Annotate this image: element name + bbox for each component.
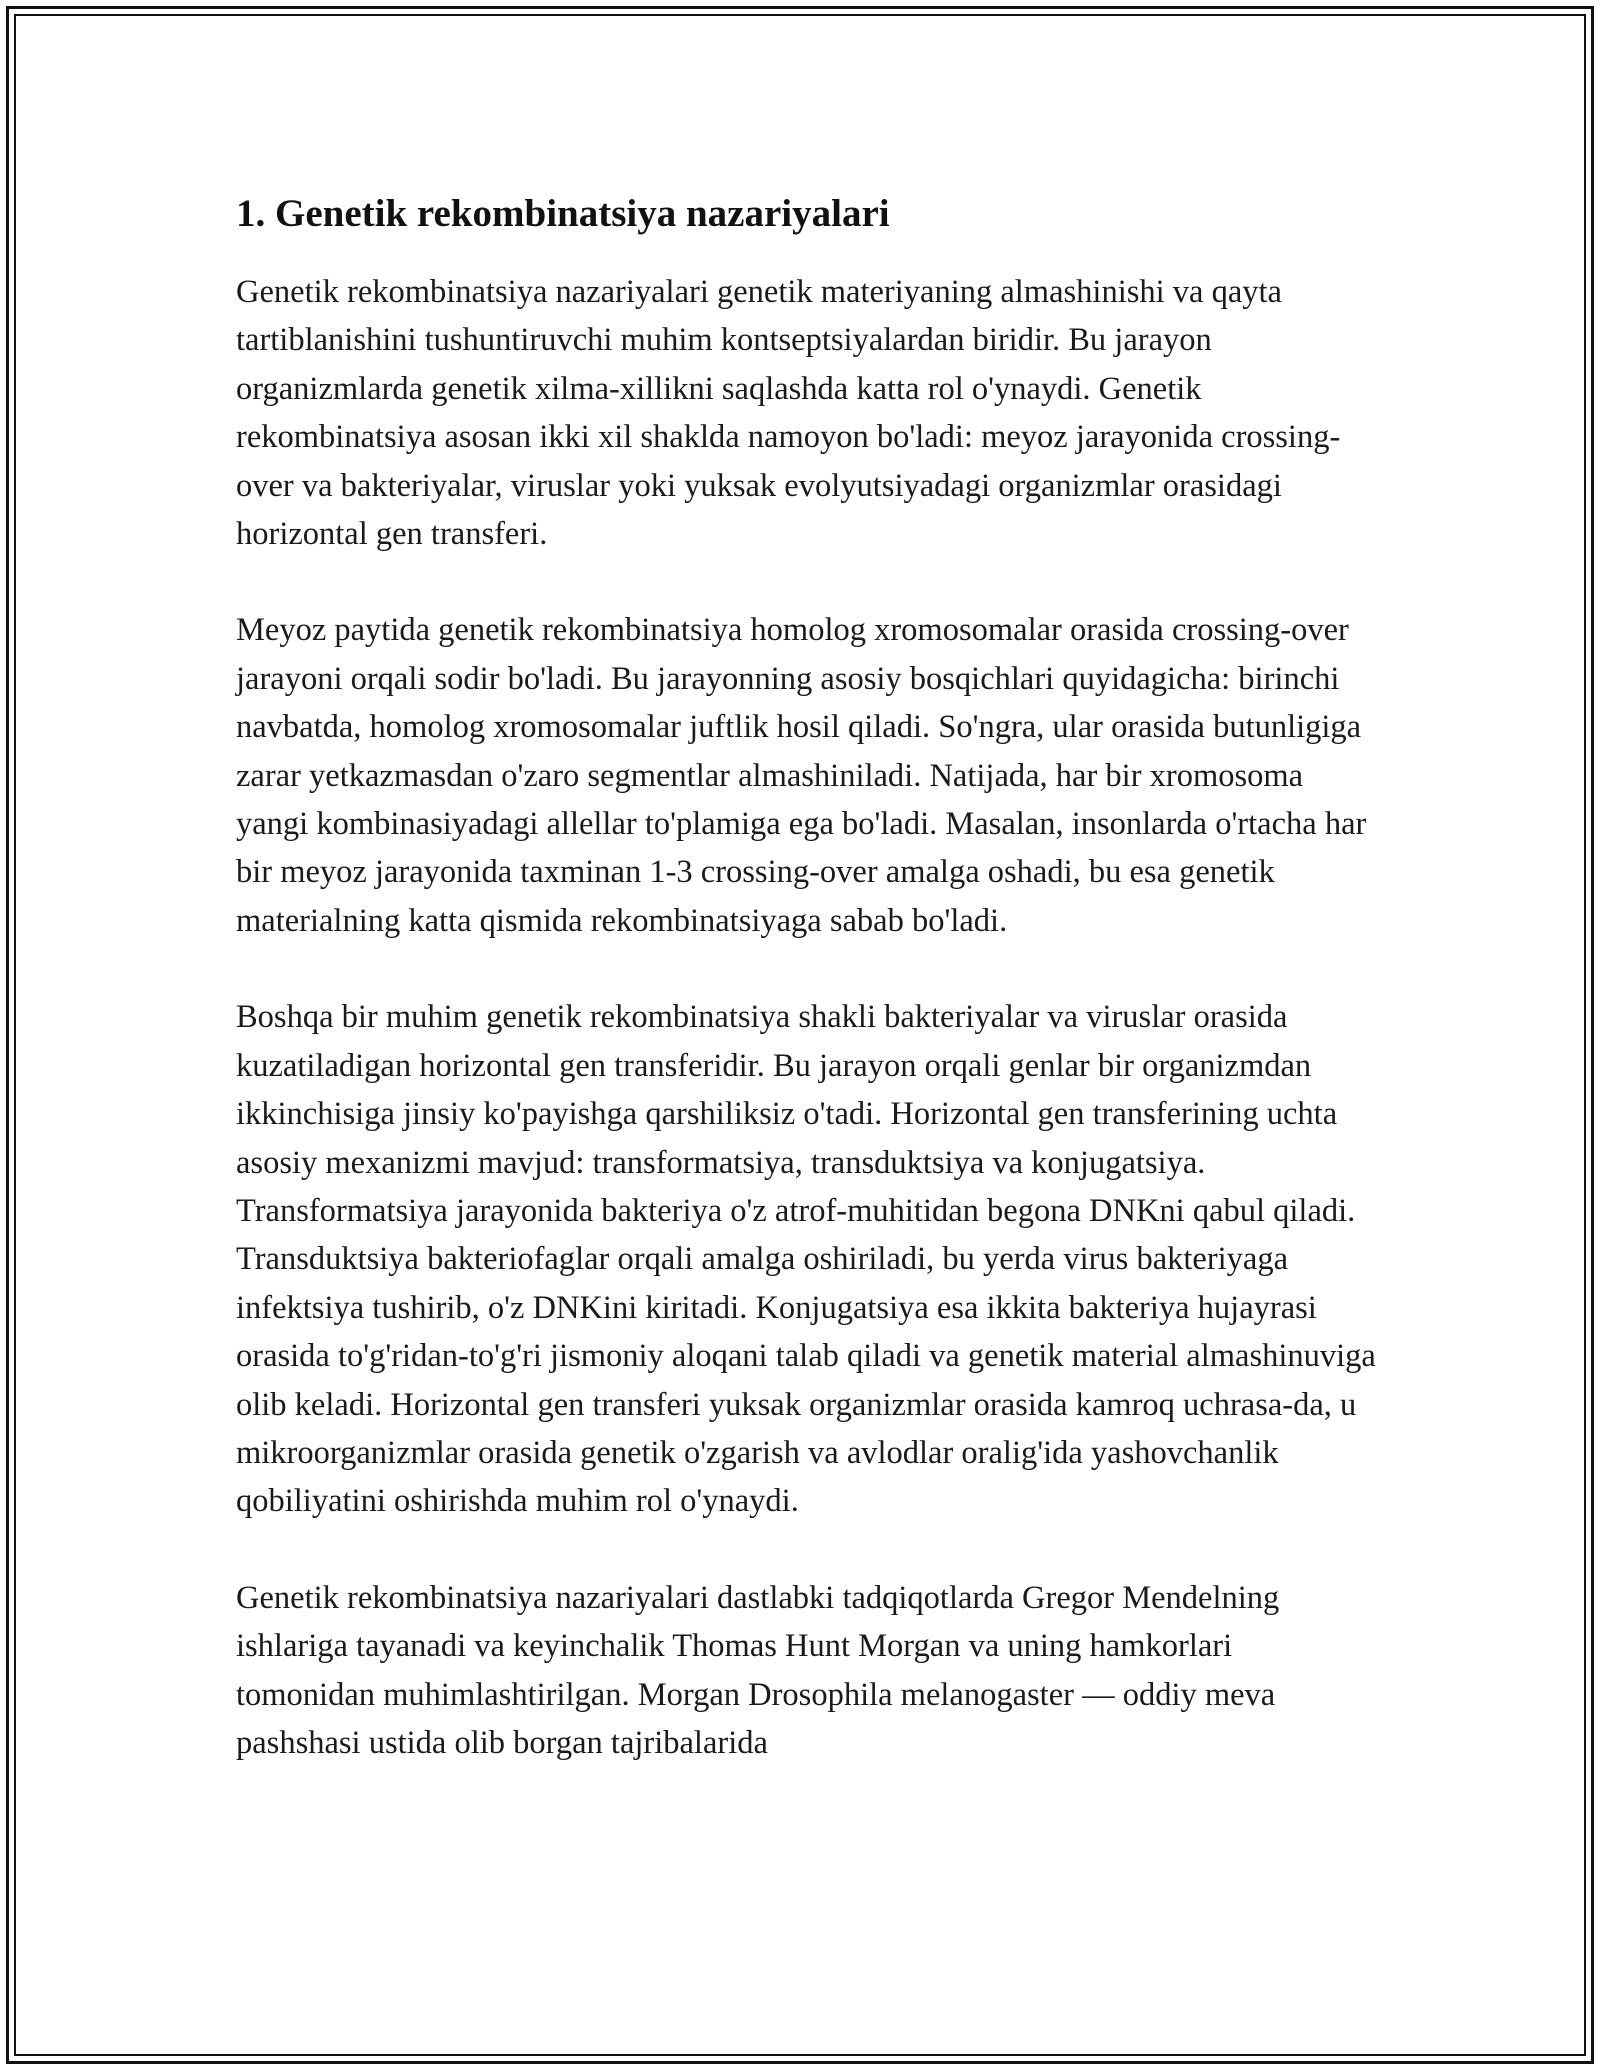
paragraph-3: Boshqa bir muhim genetik rekombinatsiya shakli bakteriyalar va viruslar orasida kuzatiladigan horizontal gen transferidir. Bu jarayon orqali genlar bir organizmdan ikkinchisiga jinsiy ko'payishga qarshiliksiz o'tadi. Horizontal gen transferining uchta asosiy mexanizmi mavjud: transformatsiya, transduktsiya va konjugatsiya. Transformatsiya jarayonida bakteriya o'z atrof-muhitidan begona DNKni qabul qiladi. Transduktsiya bakteriofaglar orqali amalga oshiriladi, bu yerda virus bakteriyaga infektsiya tushirib, o'z DNKini kiritadi. Konjugatsiya esa ikkita bakteriya hujayrasi orasida to'g'ridan-to'g'ri jismoniy aloqani talab qiladi va genetik material almashinuviga olib keladi. Horizontal gen transferi yuksak organizmlar orasida kamroq uchrasa-da, u mikroorganizmlar orasida genetik o'zgarish va avlodlar oralig'ida yashovchanlik qobiliyatini oshirishda muhim rol o'ynaydi. <box>236 999 1376 1520</box>
paragraph-4: Genetik rekombinatsiya nazariyalari dastlabki tadqiqotlarda Gregor Mendelning ishlariga tayanadi va keyinchalik Thomas Hunt Morgan va uning hamkorlari tomonidan muhimlashtirilgan. Morgan Drosophila melanogaster — oddiy meva pashshasi ustida olib borgan tajribalarida <box>236 1579 1280 1761</box>
paragraph-1: Genetik rekombinatsiya nazariyalari genetik materiyaning almashinishi va qayta tartiblanishini tushuntiruvchi muhim kontseptsiyalardan biridir. Bu jarayon organizmlarda genetik xilma-xillikni saqlashda katta rol o'ynaydi. Genetik rekombinatsiya asosan ikki xil shaklda namoyon bo'ladi: meyoz jarayonida crossing-over va bakteriyalar, viruslar yoki yuksak evolyutsiyadagi organizmlar orasidagi horizontal gen transferi. <box>236 274 1341 553</box>
document-body <box>236 184 1376 1815</box>
paragraph-2: Meyoz paytida genetik rekombinatsiya homolog xromosomalar orasida crossing-over jarayoni orqali sodir bo'ladi. Bu jarayonning asosiy bosqichlari quyidagicha: birinchi navbatda, homolog xromosomalar juftlik hosil qiladi. So'ngra, ular orasida butunligiga zarar yetkazmasdan o'zaro segmentlar almashiniladi. Natijada, har bir xromosoma yangi kombinasiyadagi allellar to'plamiga ega bo'ladi. Masalan, insonlarda o'rtacha har bir meyoz jarayonida taxminan 1-3 crossing-over amalga oshadi, bu esa genetik materialning katta qismida rekombinatsiyaga sabab bo'ladi. <box>236 612 1367 939</box>
section-heading: 1. Genetik rekombinatsiya nazariyalari <box>236 192 890 235</box>
